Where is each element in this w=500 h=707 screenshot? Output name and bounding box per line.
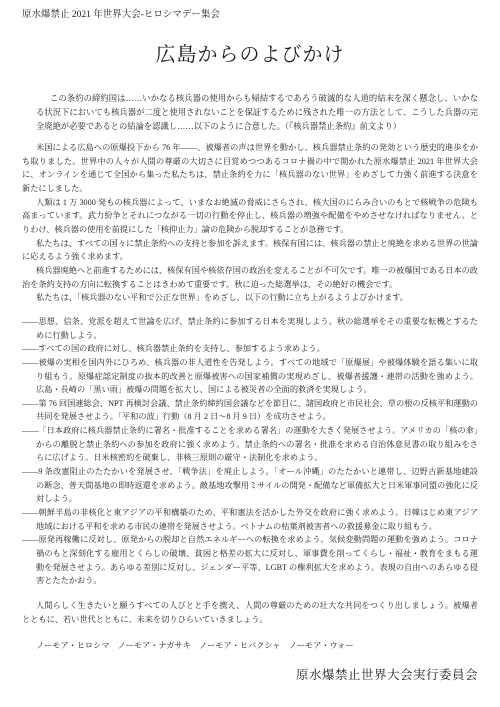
closing-paragraph: 人間らしく生きたいと願うすべての人びとと手を携え、人間の尊厳のための壮大な共同をつくり出しましょう。被爆者とともに、若い世代とともに、未来を切りひらいていきましょう。	[22, 601, 478, 624]
action-item: ――原発再稼働に反対し、原発からの脱却と自然エネルギーへの転換を求めよう。気候変動問題の運動を強めよう。コロナ禍のもと深刻化する雇用とくらしの破壊、貧困と格差の拡大に反対し、軍事費を削ってくらし・福祉・教育をまもる運動を発展させよう。あらゆる差別に反対し、ジェンダー平等、LGBT の権利拡大を求めよう。表現の自由へのあらゆる侵害とたたかおう。	[22, 535, 478, 586]
action-item: ――思想、信条、党派を超えて世論を広げ、禁止条約に参加する日本を実現しよう。秋の総選挙をその重要な転機とするために行動しよう。	[22, 316, 478, 340]
event-header: 原水爆禁止 2021 年世界大会-ヒロシマデー集会	[22, 10, 220, 20]
paragraph: 核兵器廃絶へと前進するためには、核保有国や核依存国の政治を変えることが不可欠です。唯一の被爆国である日本の政治を条約支持の方向に転換することはきわめて重要です。秋に迫った総選挙は、その絶好の機会です。	[22, 265, 478, 289]
document-title: 広島からのよびかけ	[155, 44, 345, 66]
action-item: ――9 条改憲阻止のたたかいを発展させ、「戦争法」を廃止しよう。「オール沖縄」のたたかいと連帯し、辺野古新基地建設の断念、普天間基地の即時返還を求めよう。敵基地攻撃用ミサイルの開発・配備など軍備拡大と日米軍事同盟の強化に反対しよう。	[22, 467, 478, 504]
action-item: ――第 76 回国連総会、NPT 再検討会議、禁止条約締約国会議などを節目に、諸国政府と市民社会、草の根の反核平和運動の共同を発展させよう。「平和の波」行動（8 月 2 日～8 月 9 日）を成功させよう。	[22, 398, 478, 422]
paragraph: 私たちは、「核兵器のない平和で公正な世界」をめざし、以下の行動に立ち上がるようよびかけます。	[36, 293, 408, 303]
no-more-slogan: ノーモア・ヒロシマ ノーモア・ナガサキ ノーモア・ヒバクシャ ノーモア・ウォー	[36, 641, 354, 651]
treaty-preamble-quote: この条約の締約国は……いかなる核兵器の使用からも帰結するであろう破滅的な人道的結末を深く懸念し、いかなる状況下においても核兵器が二度と使用されないことを保証するために残された唯一の方法として、こうした兵器の完全廃絶が必要であるとの結論を認識し……以下のように合意した。（『核兵器禁止条約』前文より）	[36, 94, 478, 131]
signatory: 原水爆禁止世界大会実行委員会	[295, 667, 478, 682]
paragraph: 私たちは、すべての国々に禁止条約への支持と参加を訴えます。核保有国には、核兵器の禁止と廃絶を求める世界の世論に応えるよう強く求めます。	[22, 238, 478, 262]
action-item: ――被爆の実相を国内外にひろめ、核兵器の非人道性を告発しよう。すべての地域で「原爆展」や被爆体験を語る集いに取り組もう。原爆症認定制度の抜本的改善と原爆被害への国家補償の実現めざし、被爆者援護・連帯の活動を強めよう。広島・長崎の「黒い雨」被爆の問題を拡大し、国による被災者の全面的救済を実現しよう。	[22, 357, 478, 395]
action-item: ――すべての国の政府に対し、核兵器禁止条約を支持し、参加するよう求めよう。	[22, 344, 325, 354]
action-item: ――「日本政府に核兵器禁止条約に署名・批准することを求める署名」の運動を大きく発展させよう。アメリカの「核の傘」からの離脱と禁止条約への参加を政府に強く求めよう。禁止条約への署名・批准を求める自治体意見書の取り組みをさらに広げよう。日米核密約を破棄し、非核三原則の厳守・法制化を求めよう。	[22, 426, 478, 463]
paragraph: 人類は 1 万 3000 発もの核兵器によって、いまなお絶滅の脅威にさらされ、核大国のにらみ合いのもとで核戦争の危険も高まっています。武力紛争とそれにつながる一切の行動を停止し、核兵器の増強や配備をやめさせなければなりません。とりわけ、核兵器の使用を前提にした「核抑止力」論の危険から脱却することが急務です。	[22, 197, 478, 234]
paragraph: 米国による広島への原爆投下から 76 年――、被爆者の声は世界を動かし、核兵器禁止条約の発効という歴史的進歩をかち取りました。世界中の人々が人間の尊厳の大切さに目覚めつつあるコロナ禍の中で開かれた原水爆禁止 2021 年世界大会に、オンラインを通じて全国から集った私たちは、禁止条約を力に「核兵器のない世界」をめざして力強く前進する決意を新たにしました。	[22, 143, 478, 193]
body-paragraphs	[22, 141, 478, 305]
action-list	[22, 315, 478, 588]
action-item: ――朝鮮半島の非核化と東アジアの平和構築のため、平和憲法を活かした外交を政府に強く求めよう。日韓はじめ東アジア地域における平和を求める市民の連帯を発展させよう。ベトナムの枯葉剤被害者への救援募金に取り組もう。	[22, 508, 478, 531]
